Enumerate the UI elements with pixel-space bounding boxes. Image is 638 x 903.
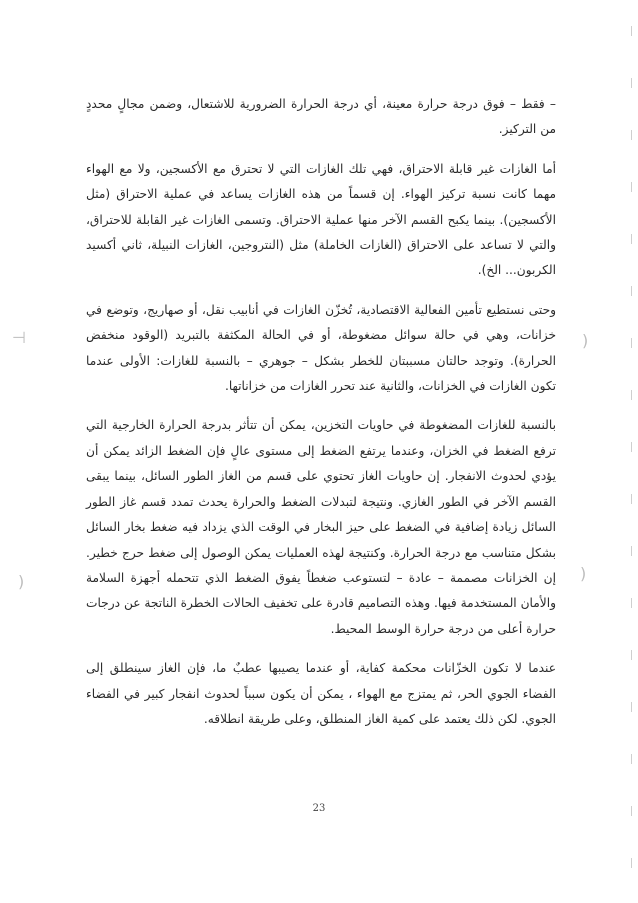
paragraph: – فقط – فوق درجة حرارة معينة، أي درجة الحرارة الضرورية للاشتعال، وضمن مجالٍ محددٍ من التركيز. — [86, 97, 556, 137]
edge-mark — [627, 234, 632, 244]
edge-mark — [627, 390, 632, 400]
edge-mark — [627, 650, 632, 660]
edge-mark — [627, 546, 632, 556]
margin-scan-mark: ) — [580, 564, 587, 583]
body-text — [86, 92, 556, 746]
binding-edge-marks — [620, 20, 632, 890]
edge-mark — [627, 182, 632, 192]
edge-mark — [627, 130, 632, 140]
edge-mark — [627, 858, 632, 868]
edge-mark — [627, 598, 632, 608]
edge-mark — [627, 442, 632, 452]
margin-scan-mark: ) — [582, 331, 589, 350]
edge-mark — [627, 494, 632, 504]
margin-scan-mark: ⊣ — [12, 328, 26, 347]
paragraph: بالنسبة للغازات المضغوطة في حاويات التخزين، يمكن أن تتأثر بدرجة الحرارة الخارجية التي ترفع الضغط في الخزان، وعندما يرتفع الضغط إلى مستوى عالٍ فإن الضغط الزائد يمكن أن يؤدي لحدوث الانفجار. إن حاويات الغاز تحتوي على قسم من الغاز الطور السائل، بينما يبقى القسم الآخر في الطور الغازي. ونتيجة لتبدلات الضغط والحرارة يحدث تمدد قسم غاز الطور السائل زيادة إضافية في الضغط على حيز البخار في الوقت الذي يزداد فيه ضغط بخار السائل بشكل متناسب مع درجة الحرارة. وكنتيجة لهذه العمليات يمكن الوصول إلى ضغط حرج خطير. إن الخزانات مصممة – عادة – لتستوعب ضغطاً يفوق الضغط الذي تتحمله أجهزة السلامة والأمان المستخدمة فيها. وهذه التصاميم قادرة على تخفيف الحالات الخطرة الناتجة عن درجات حرارة أعلى من درجة حرارة الوسط المحيط. — [86, 418, 556, 636]
paragraph: أما الغازات غير قابلة الاحتراق، فهي تلك الغازات التي لا تحترق مع الأكسجين، ولا مع الهواء مهما كانت نسبة تركيز الهواء. إن قسماً من هذه الغازات يساعد في عملية الاحتراق (مثل الأكسجين). بينما يكبح القسم الآخر منها عملية الاحتراق. وتسمى الغازات غير القابلة للاحتراق، والتي لا تساعد على الاحتراق (الغازات الخاملة) مثل (النتروجين، الغازات النبيلة، ثاني أكسيد الكربون... الخ). — [86, 161, 556, 278]
edge-mark — [627, 78, 632, 88]
edge-mark — [627, 286, 632, 296]
paragraph: وحتى نستطيع تأمين الفعالية الاقتصادية، تُخزّن الغازات في أنابيب نقل، أو صهاريج، وتوضع في خزانات، وهي في حالة سوائل مضغوطة، أو في الحالة المكثفة بالتبريد (الوقود منخفض الحرارة). وتوجد حالتان مسببتان للخطر بشكل – جوهري – بالنسبة للغازات: الأولى عندما تكون الغازات في الخزانات، والثانية عند تحرر الغازات من خزاناتها. — [86, 302, 556, 394]
edge-mark — [627, 338, 632, 348]
edge-mark — [627, 754, 632, 764]
page-number: 23 — [312, 803, 326, 814]
edge-mark — [627, 702, 632, 712]
margin-scan-mark: ) — [18, 572, 25, 591]
edge-mark — [627, 26, 632, 36]
paragraph: عندما لا تكون الخزّانات محكمة كفاية، أو عندما يصيبها عطبٌ ما، فإن الغاز سينطلق إلى الفضاء الجوي الحر، ثم يمتزج مع الهواء ، يمكن أن يكون سبباً لحدوث انفجار كبير في الفضاء الجوي. لكن ذلك يعتمد على كمية الغاز المنطلق، وعلى طريقة انطلاقه. — [86, 661, 556, 726]
